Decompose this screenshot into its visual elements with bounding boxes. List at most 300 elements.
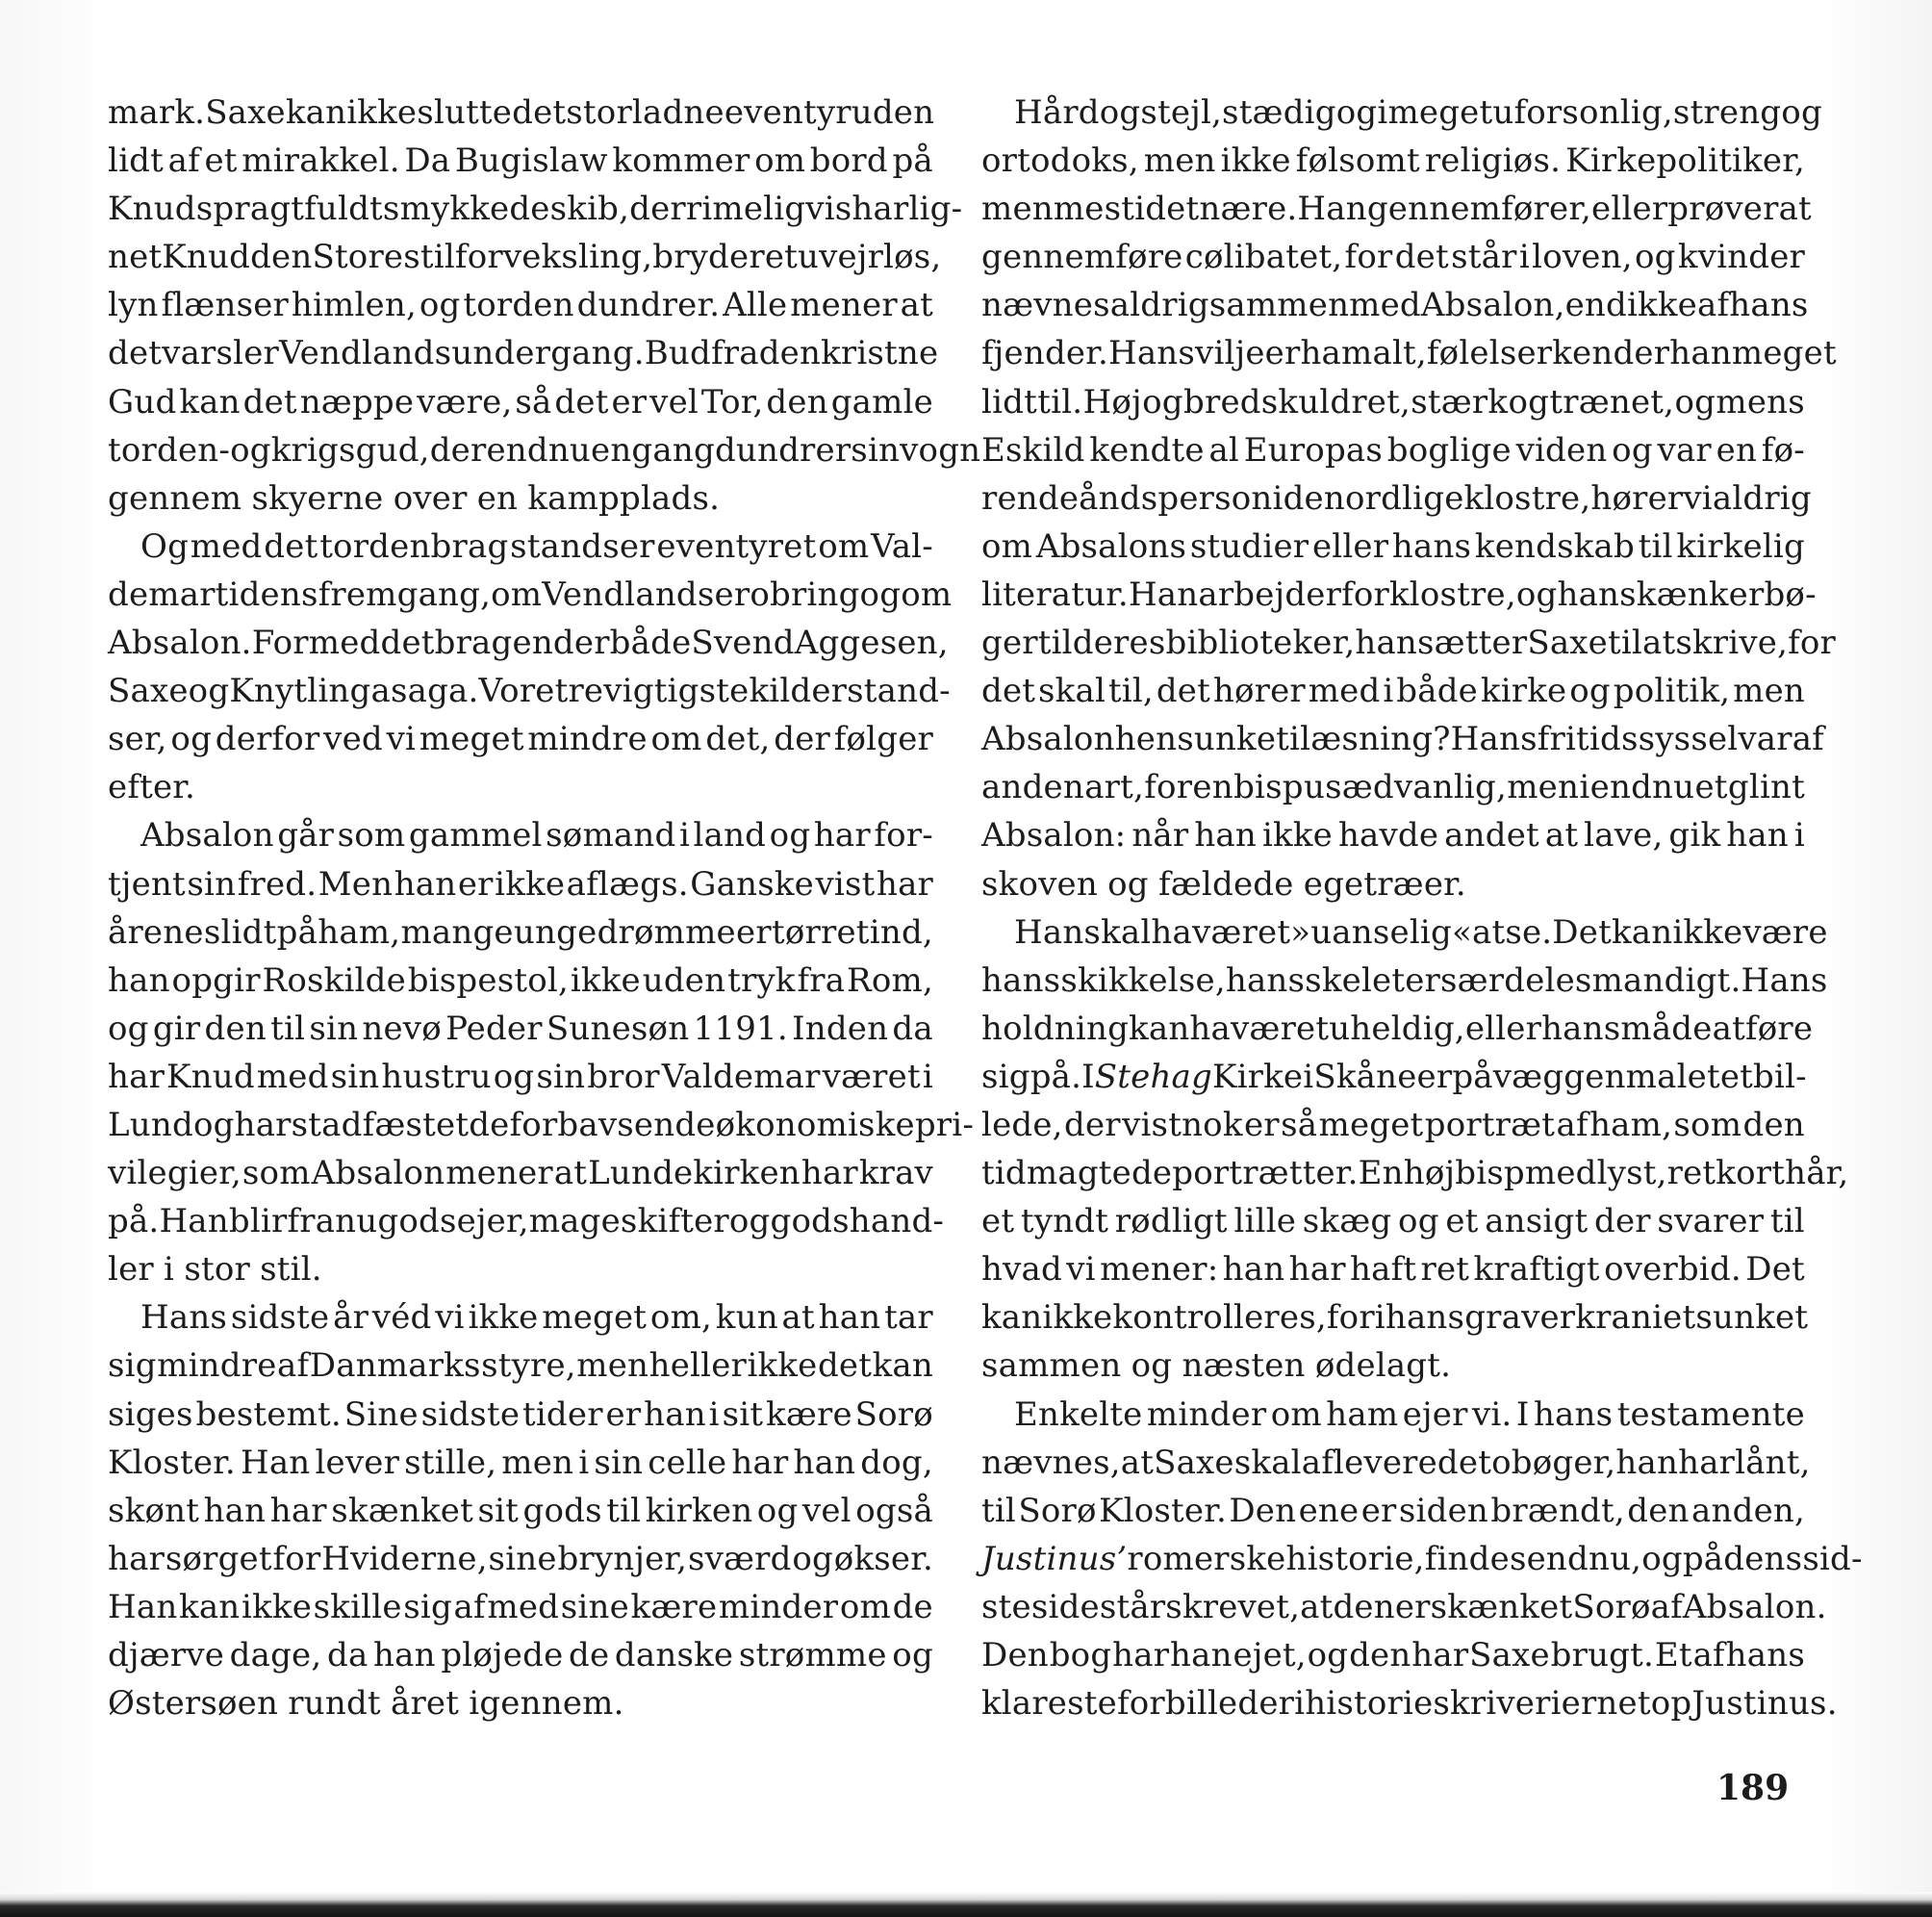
word: fra — [797, 960, 846, 1000]
word: det — [1156, 672, 1210, 711]
word: være, — [417, 382, 513, 422]
word: nære. — [1199, 190, 1298, 229]
word: bø- — [1764, 575, 1817, 614]
word: kære — [766, 1394, 852, 1434]
word: kvinder — [1677, 238, 1805, 277]
word: og — [1107, 864, 1149, 904]
word: skønt — [108, 1491, 200, 1530]
word: nu — [335, 1202, 378, 1241]
word: Og — [140, 526, 190, 566]
word: men — [501, 1443, 574, 1482]
word: drømme — [597, 912, 736, 952]
word: særdeles — [1439, 960, 1592, 1000]
word: skrevet, — [1165, 1587, 1301, 1626]
word: der — [629, 190, 686, 229]
word: hans — [1225, 960, 1306, 1000]
word: klareste — [981, 1684, 1117, 1724]
word: Roskilde — [262, 960, 406, 1000]
word: om — [839, 1587, 891, 1626]
word: findes — [1424, 1539, 1527, 1578]
word: bredskuldret, — [1183, 382, 1411, 422]
word: og — [1515, 575, 1558, 614]
word: endnu — [486, 430, 592, 470]
text-line — [981, 1631, 1805, 1679]
word: ham, — [1589, 1105, 1673, 1144]
word: hvad — [981, 1250, 1062, 1290]
word: måde — [1620, 1009, 1713, 1048]
word: Danmarks — [309, 1346, 481, 1386]
word: stor — [184, 1250, 250, 1290]
word: malet — [1625, 1057, 1720, 1096]
word: et — [981, 1202, 1015, 1241]
word: og — [1781, 93, 1822, 132]
word: standser — [510, 526, 655, 566]
text-line — [108, 1342, 933, 1390]
word: ham — [1300, 334, 1373, 373]
word: haft — [1350, 1250, 1417, 1290]
word: Saxe — [1527, 624, 1608, 663]
word: ind, — [869, 912, 933, 952]
word: kære — [630, 1587, 718, 1626]
word: trænet, — [1549, 382, 1675, 422]
word: kort — [1716, 1154, 1786, 1193]
word: høj — [1403, 1154, 1456, 1193]
word: celle — [648, 1443, 727, 1482]
word: en — [1192, 768, 1233, 807]
text-line — [981, 1005, 1814, 1053]
word: med — [256, 1057, 329, 1096]
word: er — [1360, 1491, 1397, 1530]
text-line — [981, 233, 1805, 281]
word: for — [272, 1539, 321, 1578]
word: igennem. — [469, 1684, 624, 1724]
word: fjender. — [981, 334, 1108, 373]
word: Inden — [792, 1009, 889, 1048]
word: Hans — [140, 1298, 228, 1338]
text-line — [981, 1439, 1811, 1487]
word: væggen — [1492, 1057, 1626, 1096]
word: kan — [179, 1587, 241, 1626]
word: Østersøen — [108, 1684, 279, 1724]
word: det — [1145, 190, 1200, 229]
word: Men — [318, 864, 394, 904]
text-line — [108, 1487, 933, 1535]
word: og — [728, 1202, 771, 1241]
word: ikke — [747, 1346, 818, 1386]
word: portrætter. — [1172, 1154, 1359, 1193]
word: sin — [536, 1057, 586, 1096]
word: med — [190, 526, 263, 566]
word: lidt — [108, 141, 164, 181]
word: år — [333, 1298, 369, 1338]
word: kan — [179, 382, 241, 422]
word: har — [108, 1539, 165, 1578]
word: sværd — [687, 1539, 792, 1578]
word: vel — [801, 1491, 852, 1530]
word: økonomiske — [715, 1105, 915, 1144]
word: Bugislaw — [454, 141, 608, 181]
word: der — [774, 720, 830, 759]
word: slidt — [203, 912, 277, 952]
word: sid- — [1802, 1539, 1863, 1578]
word: mandigt. — [1591, 960, 1741, 1000]
word: klostre, — [1463, 478, 1591, 518]
word: portræt — [1424, 1105, 1556, 1144]
word: og — [1142, 382, 1183, 422]
word: er — [736, 912, 772, 952]
text-line — [981, 1535, 1863, 1583]
word: kan — [981, 1298, 1043, 1338]
word: bispestol, — [407, 960, 569, 1000]
word: nævnes, — [981, 1443, 1121, 1482]
word: for- — [874, 816, 933, 856]
word: kan — [1129, 1009, 1190, 1048]
word: gods — [522, 1491, 602, 1530]
word: cølibatet, — [1184, 238, 1343, 277]
word: Sorø — [1572, 1587, 1651, 1626]
word: minder — [1146, 1394, 1267, 1434]
word: et — [764, 238, 798, 277]
word: følger — [833, 720, 933, 759]
word: været — [1231, 1009, 1330, 1048]
word: ansigt — [1485, 1202, 1589, 1241]
word: kampplads. — [527, 478, 721, 518]
word: forveksling, — [454, 238, 653, 277]
word: og — [419, 286, 461, 325]
word: skille — [313, 1587, 402, 1626]
word: åndsperson — [1079, 478, 1273, 518]
word: og — [188, 672, 230, 711]
word: han — [1222, 1250, 1285, 1290]
text-line — [108, 137, 933, 185]
word: torden- — [108, 430, 231, 470]
word: kirken — [645, 1491, 753, 1530]
word: vel — [649, 382, 699, 422]
text-line — [981, 1149, 1849, 1197]
word: sit — [477, 1491, 520, 1530]
word: står — [1099, 1587, 1166, 1626]
text-line — [108, 811, 933, 859]
word: Hans — [1107, 334, 1196, 373]
word: sine — [488, 1539, 557, 1578]
word: gik — [1668, 816, 1721, 856]
word: tider — [522, 1394, 603, 1434]
word: art, — [1084, 768, 1144, 807]
word: ste — [981, 1587, 1031, 1626]
word: fra — [710, 334, 759, 373]
word: Aggesen, — [794, 624, 949, 663]
word: pragtfuldt — [213, 190, 383, 229]
text-line — [108, 1101, 975, 1149]
word: og — [108, 1009, 149, 1048]
word: skelet — [1305, 960, 1406, 1000]
word: stille, — [404, 1443, 497, 1482]
word: den — [1742, 1105, 1805, 1144]
word: Han — [1297, 190, 1367, 229]
word: på — [892, 141, 933, 181]
word: den — [1333, 1587, 1395, 1626]
word: rimeligvis — [685, 190, 852, 229]
word: uforsonlig, — [1492, 93, 1673, 132]
text-line — [981, 763, 1805, 811]
word: himlen, — [291, 286, 417, 325]
word: Absalon. — [108, 624, 252, 663]
word: torden — [463, 286, 574, 325]
word: Det — [1552, 912, 1612, 952]
text-line — [981, 1487, 1805, 1535]
word: til — [1037, 624, 1073, 663]
word: de — [569, 1636, 610, 1674]
word: sin — [187, 864, 237, 904]
word: politik, — [1613, 672, 1731, 711]
word: til — [1608, 624, 1643, 663]
word: stand- — [847, 672, 951, 711]
word: i — [1289, 720, 1301, 759]
word: minder — [718, 1587, 839, 1626]
word: bog — [1049, 1636, 1112, 1674]
word: økser. — [833, 1539, 933, 1578]
word: går — [277, 816, 335, 856]
word: mens — [1716, 382, 1805, 422]
word: viden — [1515, 430, 1608, 470]
word: studier — [1189, 526, 1309, 566]
word: og — [192, 1105, 235, 1144]
word: dage, — [229, 1636, 322, 1674]
word: Det — [1745, 1250, 1805, 1290]
word: godshand- — [770, 1202, 945, 1241]
word: og — [230, 430, 271, 470]
word: fritidssyssel — [1537, 720, 1739, 759]
word: af — [167, 141, 200, 181]
word: det — [512, 93, 567, 132]
word: han — [793, 1443, 856, 1482]
word: lyst, — [1596, 1154, 1667, 1193]
word: den — [250, 238, 313, 277]
word: mindre — [527, 720, 648, 759]
word: om — [491, 575, 543, 614]
word: Sine — [343, 1394, 419, 1434]
text-line — [981, 1101, 1805, 1149]
word: deres — [1072, 624, 1166, 663]
word: et — [204, 141, 238, 181]
word: og — [859, 575, 902, 614]
text-line — [981, 957, 1828, 1005]
word: på — [1682, 1539, 1724, 1578]
word: egetræer. — [1303, 864, 1466, 904]
word: at — [1712, 1009, 1745, 1048]
word: rødligt — [1114, 1202, 1228, 1241]
word: mener — [790, 286, 898, 325]
word: over — [393, 478, 468, 518]
word: og — [1398, 1202, 1439, 1241]
word: Val- — [871, 526, 933, 566]
word: de — [1436, 1443, 1479, 1482]
text-line — [108, 1439, 933, 1487]
word: Hård — [1014, 93, 1100, 132]
word: den — [1627, 1491, 1690, 1530]
word: i — [708, 1394, 720, 1434]
word: er — [1243, 1105, 1280, 1144]
word: har — [234, 1105, 292, 1144]
word: følsomt — [1295, 141, 1420, 181]
word: han — [1615, 1443, 1679, 1482]
word: sømand — [546, 816, 676, 856]
word: og — [756, 1491, 799, 1530]
word: sin — [851, 430, 901, 470]
word: har — [731, 1443, 789, 1482]
text-line — [108, 1535, 933, 1583]
word: Sunesøn — [546, 1009, 690, 1048]
word: forbavsende — [509, 1105, 716, 1144]
word: ikke — [1220, 141, 1291, 181]
word: i — [678, 816, 691, 856]
word: mageskifter — [528, 1202, 729, 1241]
word: af — [453, 1587, 486, 1626]
word: ikke — [468, 1298, 539, 1338]
text-line — [108, 1245, 933, 1293]
text-line — [108, 329, 939, 377]
word: djærve — [108, 1636, 225, 1674]
word: kommer — [612, 141, 750, 181]
text-line — [981, 1053, 1805, 1101]
word: i — [1377, 93, 1388, 132]
word: det — [108, 334, 163, 373]
word: Rom, — [847, 960, 933, 1000]
word: og — [1634, 238, 1676, 277]
word: sin — [309, 1009, 359, 1048]
word: aldrig — [1109, 286, 1209, 325]
word: varsler — [162, 334, 279, 373]
word: både — [609, 624, 692, 663]
word: lig- — [908, 190, 963, 229]
text-line — [108, 1583, 933, 1631]
text-line — [108, 1679, 933, 1727]
word: for — [1144, 768, 1193, 807]
word: uheldig, — [1329, 1009, 1465, 1048]
word: men — [1143, 141, 1216, 181]
word: Da — [404, 141, 451, 181]
word: Alle — [723, 286, 788, 325]
word: men — [1733, 672, 1805, 711]
word: ser, — [108, 720, 167, 759]
word: om — [754, 141, 806, 181]
word: Absalons — [1035, 526, 1187, 566]
word: skib, — [549, 190, 630, 229]
word: skæg — [1302, 1202, 1392, 1241]
page-number: 189 — [1716, 1768, 1790, 1808]
word: For — [251, 624, 309, 663]
word: religiøs. — [1424, 141, 1562, 181]
word: anden, — [1691, 1491, 1805, 1530]
text-line — [981, 860, 1805, 908]
word: uvejr — [798, 238, 884, 277]
word: og — [1641, 1539, 1683, 1578]
word: Knytlingasaga. — [229, 672, 479, 711]
word: Han — [1014, 912, 1084, 952]
word: tyndt — [1020, 1202, 1109, 1241]
text-line — [108, 1053, 933, 1101]
word: stærk — [1411, 382, 1509, 422]
word: når — [1131, 816, 1189, 856]
word: de — [1283, 478, 1324, 518]
text-line — [108, 281, 933, 329]
word: har — [269, 1491, 327, 1530]
word: unge — [513, 912, 597, 952]
word: tryk — [727, 960, 796, 1000]
word: Absalon — [140, 816, 274, 856]
text-line — [981, 1391, 1805, 1439]
word: hans — [1385, 1298, 1465, 1338]
word: ikke — [1042, 1298, 1113, 1338]
word: og — [1508, 382, 1550, 422]
word: Sorø — [1018, 1491, 1097, 1530]
word: ret — [1666, 1154, 1716, 1193]
text-line — [108, 571, 953, 619]
text-line — [108, 715, 933, 763]
word: kristne — [821, 334, 939, 373]
word: er — [605, 1394, 642, 1434]
word: kan — [872, 1346, 933, 1386]
word: ha — [1189, 1009, 1231, 1048]
word: Saxe — [1469, 1636, 1550, 1674]
word: hans — [1533, 1394, 1614, 1434]
text-line — [981, 1197, 1805, 1245]
word: dog, — [860, 1443, 933, 1482]
word: om — [901, 575, 953, 614]
word: i — [1579, 768, 1590, 807]
word: meget — [542, 1298, 648, 1338]
word: lånt, — [1735, 1443, 1811, 1482]
word: Stores — [312, 238, 420, 277]
text-line — [108, 474, 933, 523]
word: læsning? — [1300, 720, 1451, 759]
word: Absalon — [981, 720, 1115, 759]
word: det — [264, 526, 318, 566]
word: Europas — [1243, 430, 1384, 470]
word: erobring — [714, 575, 860, 614]
word: usædvanlig, — [1304, 768, 1507, 807]
word: siges — [108, 1394, 193, 1434]
word: og — [792, 1539, 833, 1578]
word: Absalon. — [1682, 1587, 1827, 1626]
word: ham — [1326, 1394, 1399, 1434]
word: følelser — [1426, 334, 1553, 373]
word: på. — [1030, 1057, 1082, 1096]
word: holdning — [981, 1009, 1130, 1048]
word: vigtigste — [603, 672, 750, 711]
word: i — [1272, 478, 1284, 518]
word: har — [1288, 1250, 1346, 1290]
word: vilegier, — [108, 1154, 242, 1193]
word: er — [1539, 1298, 1576, 1338]
word: på — [1452, 1057, 1493, 1096]
word: og — [1674, 382, 1716, 422]
word: om — [981, 526, 1033, 566]
word: lyn — [108, 286, 159, 325]
word: engang — [591, 430, 715, 470]
text-line — [108, 185, 963, 233]
word: kan — [1611, 912, 1673, 952]
word: sammen — [981, 1346, 1122, 1386]
word: al — [1208, 430, 1239, 470]
text-line — [981, 908, 1828, 957]
word: Den — [1229, 1491, 1297, 1530]
word: han — [373, 1636, 436, 1674]
word: og — [892, 1636, 933, 1674]
word: stædig — [1222, 93, 1336, 132]
word: tjent — [108, 864, 186, 904]
text-line — [981, 137, 1805, 185]
